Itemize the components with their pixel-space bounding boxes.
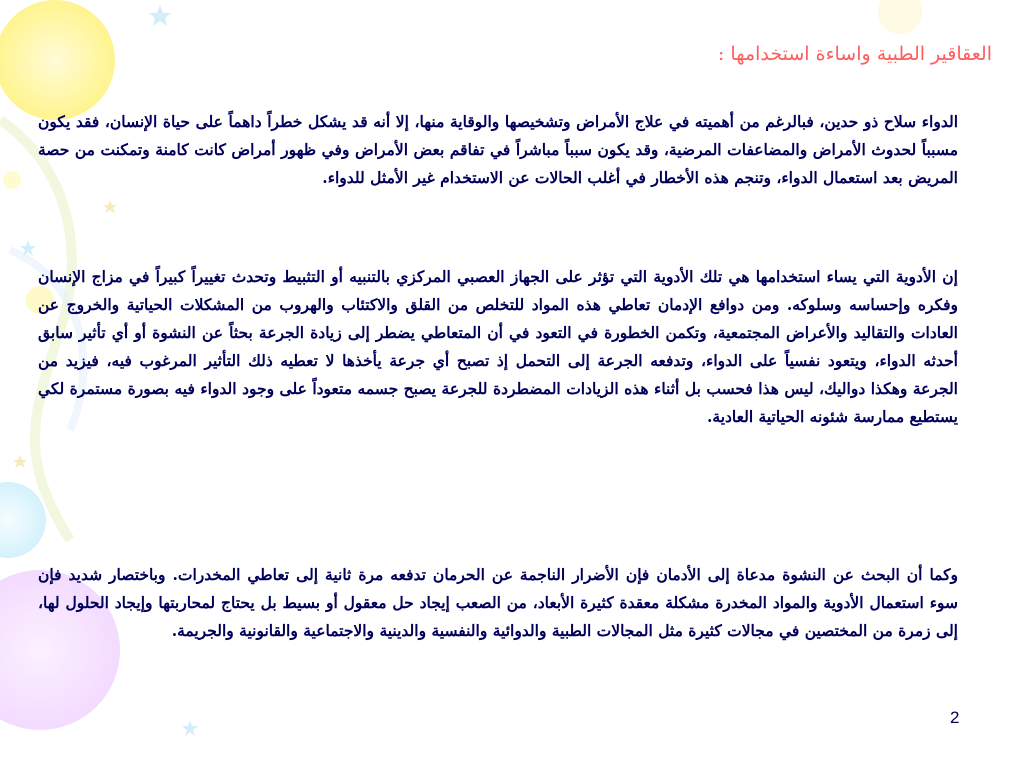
slide-title: العقاقير الطبية واساءة استخدامها : <box>717 43 992 65</box>
paragraph-1: الدواء سلاح ذو حدين، فبالرغم من أهميته في علاج الأمراض وتشخيصها والوقاية منها، إلا أنه قد يشكل خطراً داهماً على حياة الإنسان، فقد يكون مسبباً لحدوث الأمراض والمضاعفات المرضية، وقد يكون سبباً مباشراً في تفاقم بعض الأمراض وفي ظهور أمراض كانت كامنة وتمكنت من حصة المريض بعد استعمال الدواء، وتنجم هذه الأخطار في أغلب الحالات عن الاستخدام غير الأمثل للدواء. <box>38 112 958 187</box>
paragraph-3: وكما أن البحث عن النشوة مدعاة إلى الأدمان فإن الأضرار الناجمة عن الحرمان تدفعه مرة ثانية إلى تعاطي المخدرات. وباختصار شديد فإن سوء استعمال الأدوية والمواد المخدرة مشكلة معقدة كثيرة الأبعاد، من الصعب إيجاد حل معقول أو بسيط بل يحتاج لمحاربتها وإيجاد الحلول لها، إلى زمرة من المختصين في مجالات كثيرة مثل المجالات الطبية والدوائية والنفسية والدينية والاجتماعية والقانونية والجريمة. <box>38 565 958 640</box>
paragraph-2: إن الأدوية التي يساء استخدامها هي تلك الأدوية التي تؤثر على الجهاز العصبي المركزي بالتنبيه أو التثبيط وتحدث تغييراً كبيراً في مزاج الإنسان وفكره وإحساسه وسلوكه. ومن دوافع الإدمان تعاطي هذه المواد للتخلص من القلق والاكتئاب والهروب من المشكلات الحياتية والخروج عن العادات والتقاليد والأعراض المجتمعية، وتكمن الخطورة في التعود في أن المتعاطي يضطر إلى زيادة الجرعة بحثاً عن النشوة أو أي تأثير سابق أحدثه الدواء، ويتعود نفسياً على الدواء، وتدفعه الجرعة إلى التحمل إذ تصبح أي جرعة يأخذها لا تعطيه ذلك التأثير المرغوب فيه، فيزيد من الجرعة وهكذا دواليك، ليس هذا فحسب بل أثناء هذه الزيادات المضطردة للجرعة يصبح جسمه متعوداً على وجود الدواء فيه بصورة مستمرة لكي يستطيع ممارسة شئونه الحياتية العادية. <box>38 267 958 426</box>
page-number: 2 <box>950 708 960 727</box>
